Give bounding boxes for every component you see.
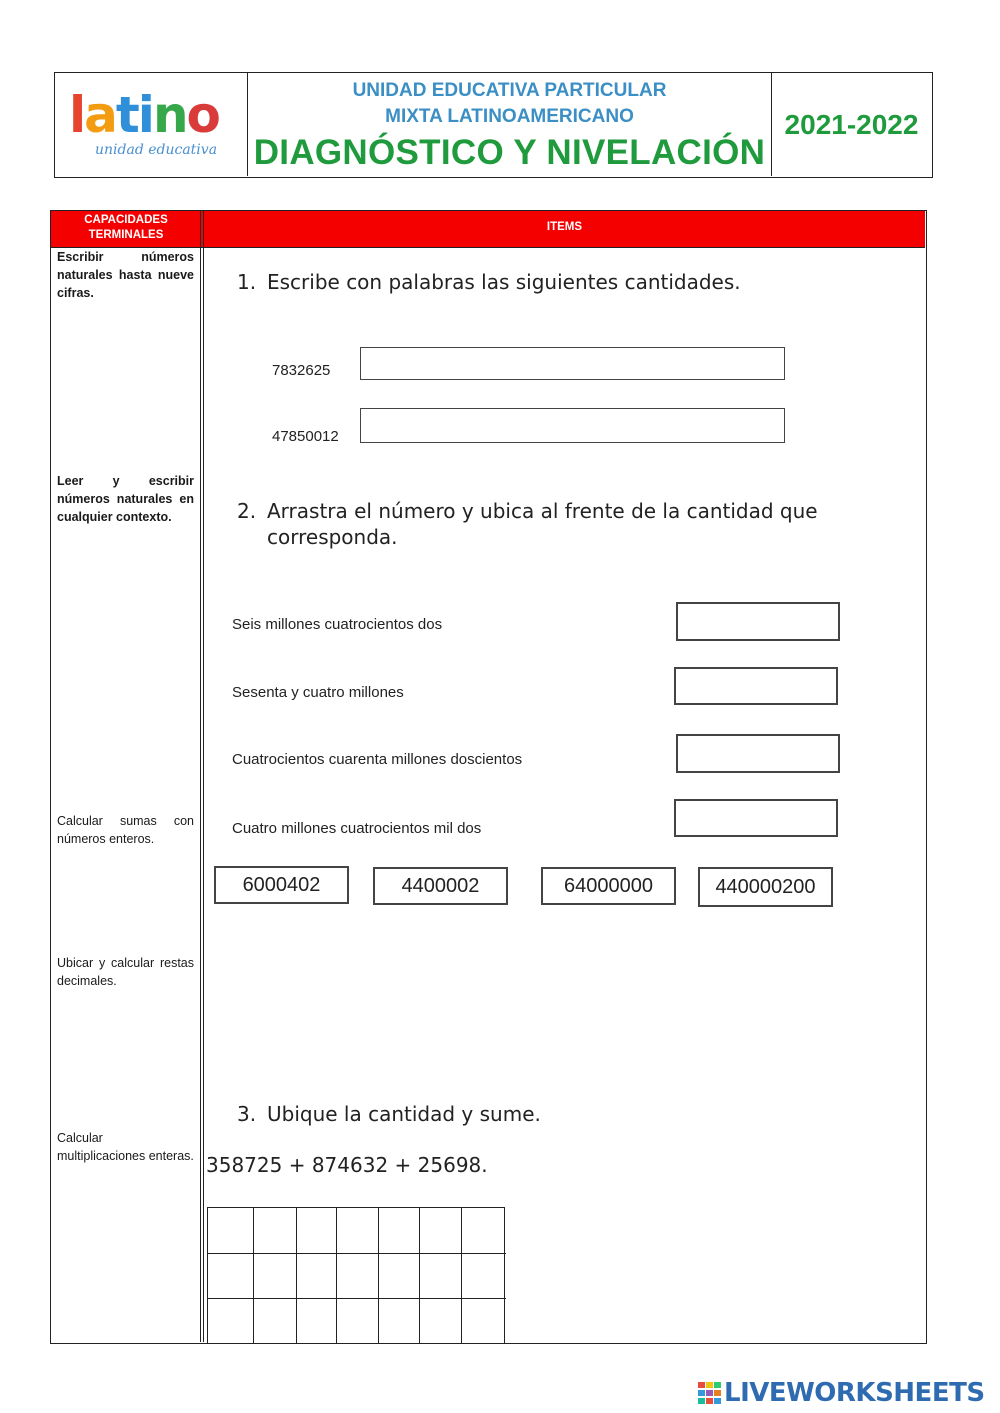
grid-line xyxy=(461,1208,462,1344)
logo-subtitle: unidad educativa xyxy=(95,142,218,158)
logo-cell xyxy=(55,73,248,176)
items-column-header: ITEMS xyxy=(546,221,583,233)
question-1-number: 1. xyxy=(237,270,257,294)
q2-item-2-label: Sesenta y cuatro millones xyxy=(232,684,404,701)
school-name-line1: UNIDAD EDUCATIVA PARTICULAR xyxy=(352,80,667,101)
worksheet-table xyxy=(50,210,927,1344)
question-3 xyxy=(237,1101,877,1129)
grid-line xyxy=(208,1298,506,1299)
grid-line xyxy=(296,1208,297,1344)
capacity-2: Leer y escribir números naturales en cualquier contexto. xyxy=(57,474,194,524)
footer-brand xyxy=(698,1377,998,1411)
school-logo: latino xyxy=(69,86,219,144)
grid-line xyxy=(419,1208,420,1344)
sum-expression: 358725 + 874632 + 25698. xyxy=(206,1153,488,1177)
question-3-number: 3. xyxy=(237,1102,257,1126)
q2-item-3-drop-box[interactable] xyxy=(676,734,840,773)
column-divider xyxy=(200,211,204,1342)
question-2-text-line2: corresponda. xyxy=(267,525,398,549)
year-cell xyxy=(772,73,931,176)
q2-item-4-drop-box[interactable] xyxy=(674,799,838,837)
capacity-5: Calcular multiplicaciones enteras. xyxy=(57,1131,194,1163)
school-name-line2: MIXTA LATINOAMERICANO xyxy=(385,106,634,127)
q1-item-2-answer-input[interactable] xyxy=(360,408,785,443)
q2-item-4-label: Cuatro millones cuatrocientos mil dos xyxy=(232,820,482,837)
q2-item-2-drop-box[interactable] xyxy=(674,667,838,705)
question-2-text-line1: Arrastra el número y ubica al frente de la cantidad que xyxy=(267,499,818,523)
question-2 xyxy=(237,498,917,554)
capacity-4: Ubicar y calcular restas decimales. xyxy=(57,956,194,988)
q2-option-chip[interactable]: 6000402 xyxy=(214,866,349,904)
addition-grid[interactable] xyxy=(207,1207,505,1343)
q2-item-1-drop-box[interactable] xyxy=(676,602,840,641)
grid-line xyxy=(378,1208,379,1344)
question-1-text: Escribe con palabras las siguientes cantidades. xyxy=(267,270,741,294)
grid-line xyxy=(336,1208,337,1344)
q2-option-chip[interactable]: 64000000 xyxy=(541,867,676,905)
school-year: 2021-2022 xyxy=(784,108,919,140)
q1-item-1-answer-input[interactable] xyxy=(360,347,785,380)
capacity-1: Escribir números naturales hasta nueve cifras. xyxy=(57,250,194,300)
q2-option-chip[interactable]: 4400002 xyxy=(373,867,508,905)
q2-item-1-label: Seis millones cuatrocientos dos xyxy=(232,616,443,633)
liveworksheets-icon xyxy=(698,1382,722,1404)
grid-line xyxy=(208,1253,506,1254)
liveworksheets-wordmark: LIVEWORKSHEETS xyxy=(724,1378,985,1408)
q1-item-1-label: 7832625 xyxy=(272,362,331,379)
capacity-3: Calcular sumas con números enteros. xyxy=(57,814,194,846)
grid-line xyxy=(253,1208,254,1344)
question-1 xyxy=(237,269,877,297)
q1-item-2-label: 47850012 xyxy=(272,428,339,445)
capacities-column-header: CAPACIDADES TERMINALES xyxy=(84,214,168,241)
question-2-number: 2. xyxy=(237,499,257,523)
q2-option-chip[interactable]: 440000200 xyxy=(698,867,833,907)
document-header xyxy=(54,72,933,178)
title-cell xyxy=(248,73,772,176)
question-3-text: Ubique la cantidad y sume. xyxy=(267,1102,541,1126)
q2-item-3-label: Cuatrocientos cuarenta millones doscientos xyxy=(232,751,523,768)
document-title: DIAGNÓSTICO Y NIVELACIÓN xyxy=(253,133,766,172)
